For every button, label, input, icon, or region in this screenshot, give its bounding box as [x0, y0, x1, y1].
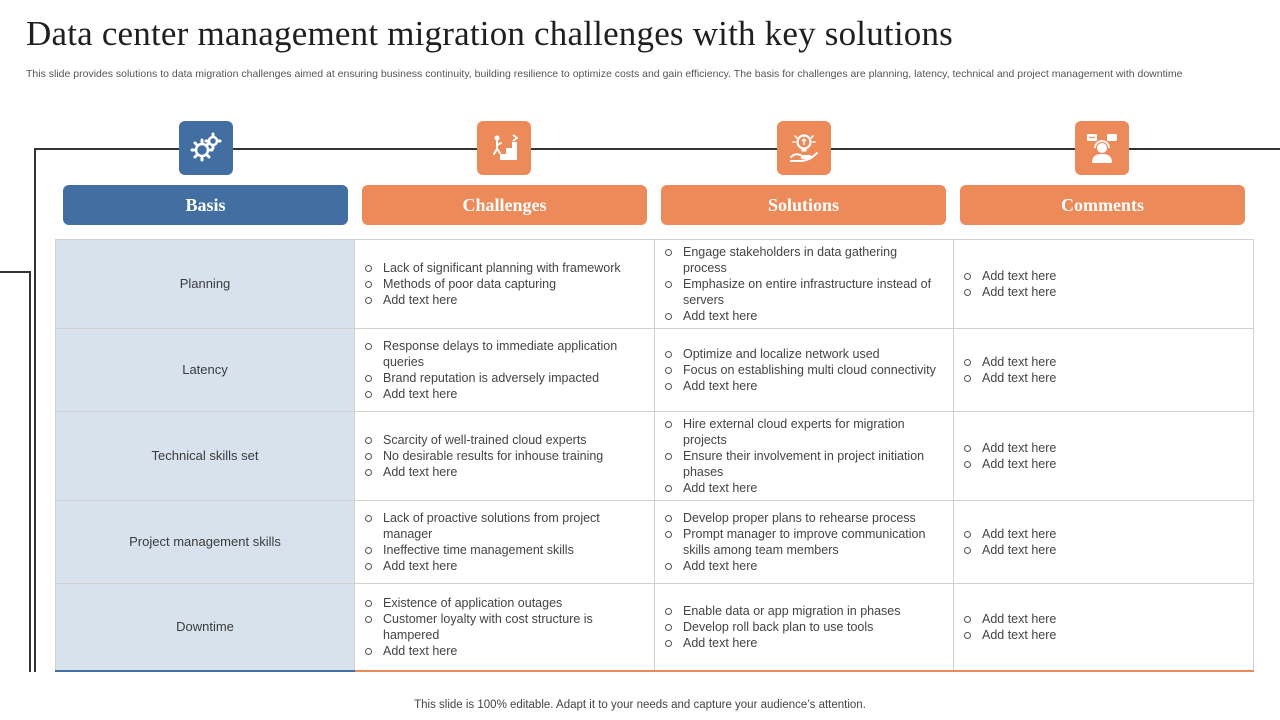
- basis-cell: Project management skills: [56, 501, 355, 584]
- basis-cell: Planning: [56, 240, 355, 329]
- comments-cell: [954, 584, 1254, 671]
- list-item: Add text here: [964, 354, 1243, 370]
- list-item: Add text here: [365, 292, 644, 308]
- list-item: Add text here: [964, 440, 1243, 456]
- challenges-cell: [355, 501, 655, 584]
- climbing-stairs-icon: [486, 130, 522, 166]
- list-item: No desirable results for inhouse training: [365, 448, 644, 464]
- list-item: Add text here: [964, 627, 1243, 643]
- column-header-basis: Basis: [63, 185, 348, 225]
- list-item: Add text here: [365, 464, 644, 480]
- comments-cell: [954, 329, 1254, 412]
- list-item: Add text here: [365, 558, 644, 574]
- list-item: Customer loyalty with cost structure is hampered: [365, 611, 644, 643]
- column-header-challenges: Challenges: [362, 185, 647, 225]
- lightbulb-hand-icon: [786, 130, 822, 166]
- list-item: Develop roll back plan to use tools: [665, 619, 943, 635]
- comments-cell: [954, 240, 1254, 329]
- list-item: Add text here: [665, 558, 943, 574]
- slide-subtitle: This slide provides solutions to data migration challenges aimed at ensuring business continuity, building resilience to optimize costs and gain efficiency. The basis for challenges are planning, latency, technical and project management with downtime: [26, 68, 1183, 80]
- list-item: Hire external cloud experts for migration projects: [665, 416, 943, 448]
- list-item: Enable data or app migration in phases: [665, 603, 943, 619]
- list-item: Add text here: [964, 542, 1243, 558]
- frame-line-stub-vertical: [29, 271, 31, 672]
- solutions-cell: [655, 412, 954, 501]
- basis-cell: Technical skills set: [56, 412, 355, 501]
- table-row: [56, 412, 1254, 501]
- solutions-cell: [655, 501, 954, 584]
- list-item: Scarcity of well-trained cloud experts: [365, 432, 644, 448]
- solutions-icon-box: [777, 121, 831, 175]
- list-item: Add text here: [365, 643, 644, 659]
- comments-icon-box: [1075, 121, 1129, 175]
- list-item: Add text here: [665, 635, 943, 651]
- challenges-cell: [355, 584, 655, 671]
- table-row: [56, 240, 1254, 329]
- list-item: Engage stakeholders in data gathering process: [665, 244, 943, 276]
- basis-icon-box: [179, 121, 233, 175]
- column-header-solutions: Solutions: [661, 185, 946, 225]
- challenges-cell: [355, 329, 655, 412]
- list-item: Lack of proactive solutions from project manager: [365, 510, 644, 542]
- list-item: Ineffective time management skills: [365, 542, 644, 558]
- basis-cell: Latency: [56, 329, 355, 412]
- solutions-cell: [655, 329, 954, 412]
- frame-line-left: [34, 148, 36, 672]
- list-item: Prompt manager to improve communication skills among team members: [665, 526, 943, 558]
- list-item: Add text here: [964, 284, 1243, 300]
- list-item: Methods of poor data capturing: [365, 276, 644, 292]
- list-item: Existence of application outages: [365, 595, 644, 611]
- list-item: Add text here: [964, 611, 1243, 627]
- solutions-cell: [655, 584, 954, 671]
- list-item: Develop proper plans to rehearse process: [665, 510, 943, 526]
- list-item: Brand reputation is adversely impacted: [365, 370, 644, 386]
- frame-line-stub: [0, 271, 30, 273]
- challenges-cell: [355, 412, 655, 501]
- challenges-cell: [355, 240, 655, 329]
- gear-icon: [188, 130, 224, 166]
- list-item: Add text here: [964, 456, 1243, 472]
- table-row: [56, 329, 1254, 412]
- list-item: Add text here: [665, 480, 943, 496]
- list-item: Add text here: [964, 268, 1243, 284]
- list-item: Add text here: [964, 370, 1243, 386]
- list-item: Add text here: [665, 378, 943, 394]
- basis-cell: Downtime: [56, 584, 355, 671]
- slide-footer: This slide is 100% editable. Adapt it to your needs and capture your audience’s attention.: [414, 699, 866, 711]
- support-agent-icon: [1084, 130, 1120, 166]
- list-item: Response delays to immediate application queries: [365, 338, 644, 370]
- table-row: [56, 501, 1254, 584]
- challenges-icon-box: [477, 121, 531, 175]
- list-item: Emphasize on entire infrastructure instead of servers: [665, 276, 943, 308]
- column-header-comments: Comments: [960, 185, 1245, 225]
- solutions-cell: [655, 240, 954, 329]
- list-item: Focus on establishing multi cloud connectivity: [665, 362, 943, 378]
- table-row: [56, 584, 1254, 671]
- comments-cell: [954, 501, 1254, 584]
- list-item: Add text here: [964, 526, 1243, 542]
- list-item: Lack of significant planning with framework: [365, 260, 644, 276]
- migration-table: [55, 239, 1254, 672]
- list-item: Add text here: [665, 308, 943, 324]
- list-item: Optimize and localize network used: [665, 346, 943, 362]
- slide-title: Data center management migration challenges with key solutions: [26, 14, 953, 53]
- list-item: Add text here: [365, 386, 644, 402]
- list-item: Ensure their involvement in project initiation phases: [665, 448, 943, 480]
- comments-cell: [954, 412, 1254, 501]
